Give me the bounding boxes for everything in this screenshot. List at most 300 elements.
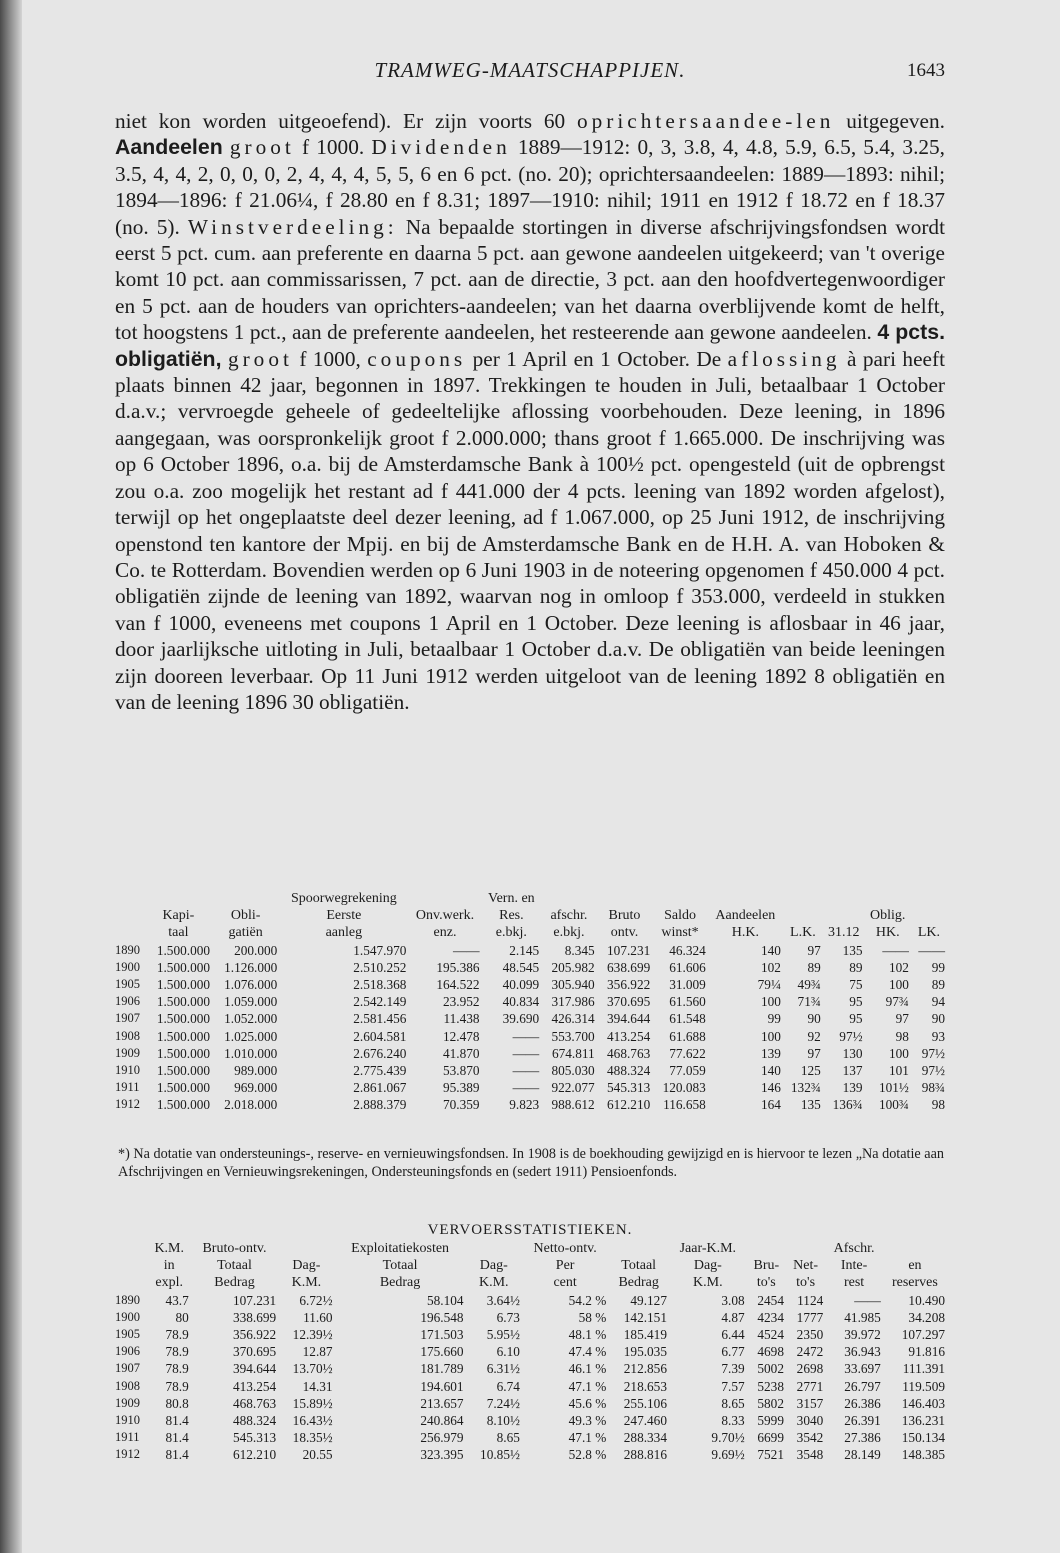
table-cell: 8.33 (721, 1413, 745, 1429)
header-cell: Exploitatiekosten (351, 1241, 450, 1256)
table-cell: 2.604.581 (353, 1028, 407, 1044)
header-cell: LK. (917, 925, 941, 941)
table-cell: 61.548 (669, 1011, 706, 1027)
header-cell (708, 890, 783, 907)
table-cell: 3157 (796, 1395, 824, 1411)
table-cell: 137 (842, 1063, 863, 1079)
header-cell (212, 890, 279, 907)
table-cell: 805.030 (551, 1063, 595, 1079)
header-cell: in (163, 1258, 175, 1274)
table-cell: 10.85½ (480, 1447, 520, 1463)
text-run: niet kon worden uitgeoefend). Er zijn voorts 60 (115, 109, 577, 133)
table-cell: 3.08 (721, 1292, 745, 1308)
table-cell: 48.545 (502, 959, 540, 975)
table-row (113, 1326, 947, 1343)
page-header (115, 58, 945, 90)
table-cell: 39.972 (844, 1327, 881, 1343)
table-cell: 638.699 (607, 959, 651, 975)
table-cell: 4524 (757, 1327, 784, 1343)
spaced-term: oprichtersaandee-len (577, 109, 835, 133)
table-cell: 116.658 (663, 1097, 706, 1113)
table-cell: 92 (807, 1028, 821, 1044)
table-cell: 1.500.000 (156, 1045, 211, 1061)
table-cell: 1.126.000 (224, 959, 278, 975)
header-cell: Dag- (292, 1258, 321, 1274)
table-header-row (113, 1240, 947, 1257)
table-cell: 1.547.970 (353, 942, 407, 958)
header-cell: Bruto (608, 908, 641, 924)
header-cell: H.K. (731, 925, 759, 941)
table-cell: 1.500.000 (156, 959, 211, 975)
table-row (113, 976, 947, 993)
table-cell: 135 (800, 1097, 821, 1113)
table-cell: 97 (807, 942, 821, 958)
table-cell: 1.500.000 (156, 1080, 211, 1096)
table-cell: 139 (842, 1080, 863, 1096)
table-cell: 9.823 (509, 1097, 540, 1113)
table-cell: 1.500.000 (156, 942, 211, 958)
table-cell: 1.500.000 (156, 977, 211, 993)
table-cell: 12.87 (302, 1344, 333, 1360)
table-header-row (113, 1257, 947, 1274)
table-cell: 23.952 (442, 994, 480, 1010)
table-cell: 5.95½ (486, 1327, 520, 1343)
table-cell: 3548 (796, 1447, 824, 1463)
header-cell: Net- (793, 1258, 819, 1274)
year-cell: 1908 (115, 1028, 140, 1043)
table-cell: 488.324 (232, 1413, 277, 1429)
table-cell: 2.861.067 (353, 1080, 407, 1096)
table-cell: 195.035 (623, 1344, 667, 1360)
table-cell: —— (512, 1045, 540, 1061)
table-cell: 5802 (757, 1395, 784, 1411)
table-cell: 164.522 (436, 977, 480, 993)
year-cell: 1912 (115, 1447, 140, 1462)
table-cell: 2472 (796, 1344, 824, 1360)
header-cell (145, 890, 212, 907)
table-cell: 81.4 (165, 1413, 189, 1429)
table-cell: 148.385 (901, 1447, 945, 1463)
table-cell: 2.018.000 (224, 1097, 278, 1113)
section-title: VERVOERSSTATISTIEKEN. (427, 1222, 633, 1238)
table-cell: 2.581.456 (353, 1011, 407, 1027)
table-cell: 171.503 (420, 1327, 464, 1343)
table-cell: 58 % (578, 1309, 607, 1325)
table-cell: 2.542.149 (353, 994, 407, 1010)
table-cell: 5999 (757, 1413, 784, 1429)
table-cell: 196.548 (420, 1309, 464, 1325)
year-cell: 1900 (115, 1309, 140, 1324)
table-cell: 3.64½ (486, 1292, 520, 1308)
table-row (113, 1028, 947, 1045)
year-cell: 1912 (115, 1097, 140, 1112)
year-cell: 1911 (115, 1430, 140, 1445)
table-cell: 98 (895, 1028, 909, 1044)
table-cell: 5238 (757, 1378, 784, 1394)
table-cell: 102 (888, 959, 909, 975)
table-cell: 150.134 (901, 1430, 945, 1446)
table-cell: 8.345 (564, 942, 595, 958)
table-cell: 612.210 (232, 1447, 277, 1463)
table-cell: 90 (931, 1011, 945, 1027)
table-cell: 5002 (757, 1361, 784, 1377)
table-cell: 146 (760, 1080, 781, 1096)
table-cell: 58.104 (426, 1292, 464, 1308)
header-cell: Kapi- (162, 908, 195, 924)
table-cell: 107.231 (232, 1292, 277, 1308)
header-cell: Bedrag (379, 1275, 421, 1291)
table-cell: 98¾ (921, 1080, 945, 1096)
table-cell: 78.9 (165, 1344, 189, 1360)
header-cell: Dag- (479, 1258, 508, 1274)
header-cell (783, 890, 823, 907)
header-cell: e.bkj. (495, 925, 527, 941)
table-cell: 52.8 % (568, 1447, 607, 1463)
table-cell: 78.9 (165, 1378, 189, 1394)
header-cell: winst* (661, 925, 699, 941)
header-cell: Afschr. (833, 1241, 875, 1256)
table-cell: 26.391 (844, 1413, 881, 1429)
table-cell: 75 (849, 977, 863, 993)
text-run: à pari heeft plaats binnen 42 jaar, begonnen in 1897. Trekkingen te houden in Juli, betaalbaar 1 October d.a.v.; vervroegde geheele of gedeeltelijke aflossing voorbehouden. Deze leening, in 1896 aangegaan, was oorspronkelijk groot f 2.000.000; thans groot f 1.665.000. De inschrijving was op 6 October 1896, o.a. bij de Amsterdamsche Bank à 100½ pct. opengesteld (uit de opbrengst zou o.a. zoo mogelijk het restant ad f 441.000 der 4 pcts. leening van 1892 worden afgelost), terwijl op het ongeplaatste deel dezer leening, ad f 1.067.000, op 25 Juni 1912, de inschrijving openstond ten kantore der Mpij. en bij de Amsterdamsche Bank en de H.H. A. van Hoboken & Co. te Rotterdam. Bovendien werden op 6 Juni 1903 in de noteering opgenomen f 450.000 4 pct. obligatiën zijnde de leening van 1892, waarvan nog in omloop f 353.000, verdeeld in stukken van f 1000, eveneens met coupons 1 April en 1 October. Deze leening is aflosbaar in 46 jaar, door jaarlijksche uitloting in Juli, betaalbaar 1 October d.a.v. De obligatiën van beide leeningen zijn dooreen leverbaar. Op 11 Juni 1912 werden uitgeloot van de leening 1892 8 obligatiën en van de leening 1896 30 obligatiën. (115, 346, 945, 714)
table-cell: 2698 (796, 1361, 824, 1377)
table-cell: 101 (888, 1063, 909, 1079)
header-cell: Per (555, 1258, 575, 1274)
table-cell: 77.059 (669, 1063, 706, 1079)
header-cell: K.M. (291, 1275, 322, 1291)
table-cell: 2350 (796, 1327, 824, 1343)
table-cell: 107.231 (607, 942, 651, 958)
header-cell: expl. (155, 1275, 184, 1291)
header-cell (865, 890, 911, 907)
table-cell: 135 (842, 942, 863, 958)
table-cell: 100 (888, 977, 909, 993)
table-cell: 370.695 (607, 994, 651, 1010)
table-cell: 6.44 (721, 1327, 745, 1343)
table-cell: 370.695 (232, 1344, 277, 1360)
spaced-term: Winstverdeeling: (187, 214, 398, 239)
header-cell: taal (168, 925, 189, 941)
header-cell: Totaal (382, 1258, 418, 1274)
table-cell: 97½ (921, 1045, 945, 1061)
table-cell: 3542 (796, 1430, 824, 1446)
table-row (113, 959, 947, 976)
table-cell: 8.10½ (486, 1413, 520, 1429)
header-cell: K.M. (693, 1275, 723, 1291)
table-cell: 6.72½ (299, 1292, 333, 1308)
table-cell: 33.697 (844, 1361, 881, 1377)
table-cell: 356.922 (607, 977, 651, 993)
header-cell: Totaal (621, 1258, 657, 1274)
header-cell: Eerste (326, 908, 362, 924)
bold-term: 4 pcts. obligatiën, (115, 320, 945, 371)
table-cell: 15.89½ (292, 1395, 333, 1411)
table-cell: 49¾ (797, 977, 821, 993)
table-cell: 61.688 (669, 1028, 706, 1044)
table-cell: 2771 (796, 1378, 824, 1394)
table-row (113, 1446, 947, 1463)
table-cell: 922.077 (551, 1080, 595, 1096)
table-cell: 8.65 (721, 1395, 745, 1411)
table-cell: 1.059.000 (224, 994, 278, 1010)
header-cell (652, 890, 708, 907)
header-cell: Vern. en (488, 891, 535, 906)
year-cell: 1906 (115, 1344, 140, 1359)
spaced-term: coupons (367, 346, 467, 371)
header-cell: Inte- (840, 1258, 868, 1274)
table-cell: 7.39 (721, 1361, 745, 1377)
table-cell: 7.57 (721, 1378, 745, 1394)
table-cell: 136¾ (832, 1097, 863, 1113)
header-cell: en (908, 1258, 922, 1274)
table-cell: 612.210 (607, 1097, 651, 1113)
header-cell (783, 907, 823, 924)
year-cell: 1900 (115, 959, 140, 974)
table-cell: 100 (760, 1028, 781, 1044)
table-row (113, 1360, 947, 1377)
table-cell: 164 (760, 1097, 781, 1113)
table-cell: 356.922 (232, 1327, 277, 1343)
text-run: uitgegeven. (834, 109, 945, 133)
table-cell: 100 (888, 1045, 909, 1061)
table-cell: 47.4 % (568, 1344, 607, 1360)
table-cell: 43.7 (165, 1292, 189, 1308)
year-cell: 1890 (115, 942, 140, 957)
header-cell: cent (553, 1275, 577, 1291)
year-cell: 1908 (115, 1378, 140, 1393)
table-cell: 101½ (878, 1080, 909, 1096)
header-cell: Onv.werk. (415, 908, 475, 924)
table-header-row (113, 907, 947, 924)
header-cell: afschr. (550, 908, 588, 924)
header-cell (408, 890, 481, 907)
table-cell: 4698 (757, 1344, 784, 1360)
table-cell: 54.2 % (568, 1292, 607, 1308)
table-cell: 3040 (796, 1413, 824, 1429)
table-cell: 53.870 (442, 1063, 480, 1079)
table-cell: 2.510.252 (353, 959, 407, 975)
header-cell (597, 890, 653, 907)
header-cell: reserves (891, 1275, 938, 1291)
table-cell: 78.9 (165, 1361, 189, 1377)
header-cell: Bedrag (618, 1275, 659, 1291)
header-cell: K.M. (478, 1275, 509, 1291)
table-row (113, 1062, 947, 1079)
header-cell (113, 1257, 148, 1274)
body-text (115, 108, 945, 715)
header-cell: to's (796, 1275, 816, 1291)
table-row (113, 1045, 947, 1062)
text-run: per 1 April en 1 October. De (466, 346, 728, 371)
table-cell: 71¾ (797, 994, 821, 1010)
table-cell: 323.395 (420, 1447, 464, 1463)
table-row (113, 1079, 947, 1096)
table-cell: 1.025.000 (224, 1028, 278, 1044)
table-row (113, 993, 947, 1010)
table-cell: 49.127 (630, 1292, 667, 1308)
table-cell: 194.601 (420, 1378, 464, 1394)
year-cell: 1905 (115, 977, 140, 992)
header-cell (823, 907, 865, 924)
table-cell: 288.816 (623, 1447, 667, 1463)
table-cell: 97 (895, 1011, 909, 1027)
header-cell: to's (756, 1275, 776, 1291)
table-cell: 132¾ (790, 1080, 821, 1096)
table-cell: 6699 (757, 1430, 784, 1446)
table-cell: 39.690 (502, 1011, 540, 1027)
table-cell: 125 (800, 1063, 821, 1079)
table-cell: 130 (842, 1045, 863, 1061)
table-cell: 426.314 (551, 1011, 595, 1027)
year-cell: 1907 (115, 1361, 140, 1376)
table-cell: 90 (807, 1011, 821, 1027)
table-cell: 41.870 (442, 1045, 480, 1061)
header-cell: Saldo (664, 908, 696, 924)
table-cell: 545.313 (232, 1430, 277, 1446)
table-cell: 120.083 (662, 1080, 706, 1096)
table-header-row (113, 890, 947, 907)
table-cell: 969.000 (234, 1080, 278, 1096)
table-cell: 61.606 (669, 959, 706, 975)
table-cell: 2.518.368 (353, 977, 407, 993)
table-cell: 247.460 (623, 1413, 667, 1429)
table-cell: 26.386 (844, 1395, 881, 1411)
header-cell (823, 890, 865, 907)
table-cell: 240.864 (420, 1413, 464, 1429)
table-cell: 26.797 (844, 1378, 881, 1394)
header-cell (541, 890, 597, 907)
table-cell: 136.231 (901, 1413, 945, 1429)
header-cell: Jaar-K.M. (679, 1241, 737, 1256)
table-cell: 107.297 (901, 1327, 945, 1343)
table-cell: 1124 (797, 1292, 824, 1308)
table-cell: 45.6 % (568, 1395, 607, 1411)
year-cell: 1911 (115, 1080, 140, 1095)
table-cell: 1.500.000 (156, 1097, 211, 1113)
table-header-row (113, 1274, 947, 1291)
table-cell: 89 (807, 959, 821, 975)
table-cell: 81.4 (165, 1447, 189, 1463)
table-cell: 16.43½ (292, 1413, 333, 1429)
header-cell: Bruto-ontv. (202, 1241, 267, 1256)
table-row (113, 1292, 947, 1309)
table-cell: 20.55 (302, 1447, 333, 1463)
page-binding-shadow (0, 0, 22, 1553)
table-cell: 111.391 (902, 1361, 945, 1377)
table-cell: 91.816 (908, 1344, 945, 1360)
table-row (113, 1309, 947, 1326)
table-row (113, 1343, 947, 1360)
table-cell: 97½ (839, 1028, 863, 1044)
header-cell: aanleg (325, 925, 363, 941)
text-run: Na bepaalde stortingen in diverse afschrijvingsfondsen wordt eerst 5 pct. cum. aan preferente en daarna 5 pct. aan gewone aandeelen uitgekeerd; van 't overige komt 10 pct. aan commissarissen, 7 pct. aan de directie, 3 pct. aan den hoofdvertegenwoordiger en 5 pct. aan de houders van oprichters-aandeelen; van het daarna overblijvende komt de helft, tot hoogstens 1 pct., aan de preferente aandeelen, het resteerende aan gewone aandeelen. (115, 214, 946, 345)
table-cell: 988.612 (551, 1097, 595, 1113)
spaced-term: groot (227, 346, 293, 371)
table-cell: 139 (760, 1045, 781, 1061)
table-cell: 95 (849, 994, 863, 1010)
table-cell: 11.438 (443, 1011, 480, 1027)
table-cell: 6.74 (496, 1378, 520, 1394)
table-row (113, 1429, 947, 1446)
table-cell: 317.986 (551, 994, 595, 1010)
table-cell: 10.490 (908, 1292, 945, 1308)
table-cell: 49.3 % (568, 1413, 607, 1429)
table-cell: 7521 (757, 1447, 784, 1463)
table-cell: —— (512, 1063, 540, 1079)
table-row (113, 1412, 947, 1429)
header-cell: Bedrag (214, 1275, 255, 1291)
table-cell: 200.000 (234, 942, 278, 958)
table-cell: 14.31 (302, 1378, 333, 1394)
table-cell: 40.099 (502, 977, 540, 993)
table-cell: 102 (760, 959, 781, 975)
year-cell: 1906 (115, 994, 140, 1009)
header-cell: HK. (875, 925, 900, 941)
table-cell: 2.775.439 (353, 1063, 407, 1079)
table-cell: 142.151 (623, 1309, 667, 1325)
table-cell: 2.888.379 (353, 1097, 407, 1113)
table-cell: 1.076.000 (224, 977, 278, 993)
table-cell: 89 (931, 977, 945, 993)
page-number: 1643 (907, 60, 945, 81)
table-cell: —— (452, 942, 480, 958)
table-cell: 47.1 % (568, 1430, 607, 1446)
table-cell: 7.24½ (486, 1395, 520, 1411)
table-cell: 488.324 (607, 1063, 651, 1079)
table-cell: 100¾ (878, 1097, 909, 1113)
table-cell: 4234 (757, 1309, 784, 1325)
header-cell: 31.12 (827, 925, 860, 941)
table-cell: 6.77 (721, 1344, 745, 1360)
table-cell: 181.789 (420, 1361, 464, 1377)
table-cell: 413.254 (232, 1378, 277, 1394)
table-cell: 2.145 (509, 942, 540, 958)
table-cell: —— (512, 1080, 540, 1096)
header-cell: enz. (433, 925, 457, 941)
year-cell: 1907 (115, 1011, 140, 1026)
table-cell: 6.10 (496, 1344, 520, 1360)
table-cell: 95 (849, 1011, 863, 1027)
table-cell: 95.389 (442, 1080, 480, 1096)
table-cell: 40.834 (502, 994, 540, 1010)
table-cell: 205.982 (551, 959, 595, 975)
header-cell (113, 890, 145, 907)
header-cell (278, 1240, 334, 1257)
table-cell: 34.208 (908, 1309, 945, 1325)
table-cell: 41.985 (844, 1309, 881, 1325)
table-cell: 99 (767, 1011, 781, 1027)
table-cell: 256.979 (420, 1430, 464, 1446)
header-cell (113, 907, 145, 924)
table-cell: 305.940 (551, 977, 595, 993)
table-cell: 12.478 (442, 1028, 480, 1044)
table-cell: 46.1 % (568, 1361, 607, 1377)
header-cell (466, 1240, 522, 1257)
table-cell: 98 (931, 1097, 945, 1113)
table-cell: 218.653 (623, 1378, 667, 1394)
transport-statistics-table (113, 1240, 947, 1464)
table-cell: 545.313 (607, 1080, 651, 1096)
table-cell: 13.70½ (292, 1361, 333, 1377)
table-cell: 288.334 (623, 1430, 667, 1446)
table-cell: 70.359 (442, 1097, 480, 1113)
table-cell: 140 (760, 942, 781, 958)
header-cell: Obli- (230, 908, 261, 924)
table-cell: 212.856 (623, 1361, 667, 1377)
year-cell: 1909 (115, 1395, 140, 1410)
table-cell: —— (512, 1028, 540, 1044)
table-cell: 97¾ (885, 994, 909, 1010)
